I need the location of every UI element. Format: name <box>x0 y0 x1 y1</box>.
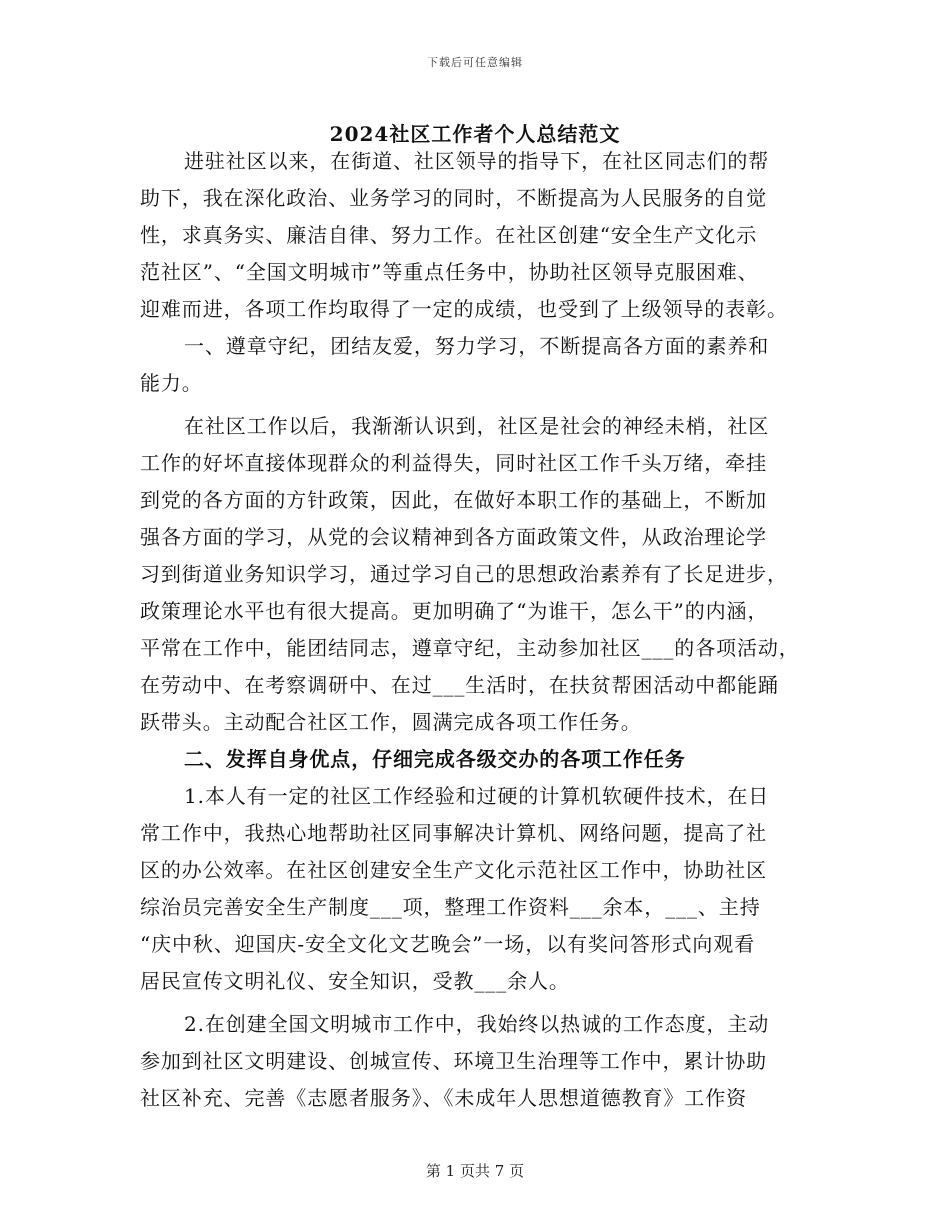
text-line: 政策理论水平也有很大提高。更加明确了“为谁干，怎么干”的内涵， <box>140 599 769 623</box>
text-line: 平常在工作中，能团结同志，遵章守纪，主动参加社区___的各项活动， <box>140 636 800 660</box>
text-line: 区的办公效率。在社区创建安全生产文化示范社区工作中，协助社区 <box>140 858 767 882</box>
text-line: 居民宣传文明礼仪、安全知识，受教___余人。 <box>140 969 570 993</box>
text-line: 助下，我在深化政治、业务学习的同时，不断提高为人民服务的自觉 <box>140 186 767 210</box>
text-line: 工作的好坏直接体现群众的利益得失，同时社区工作千头万绪，牵挂 <box>140 451 767 475</box>
text-line: 能力。 <box>140 371 203 395</box>
text-line: 习到街道业务知识学习，通过学习自己的思想政治素养有了长足进步， <box>140 562 788 586</box>
text-line: 在社区工作以后，我渐渐认识到，社区是社会的神经未梢，社区 <box>184 414 770 438</box>
text-line: 强各方面的学习，从党的会议精神到各方面政策文件，从政治理论学 <box>140 525 767 549</box>
text-line: 1.本人有一定的社区工作经验和过硬的计算机软硬件技术，在日 <box>184 784 770 808</box>
text-line: 迎难而进，各项工作均取得了一定的成绩，也受到了上级领导的表彰。 <box>140 297 788 321</box>
text-line: “庆中秋、迎国庆-安全文化文艺晚会”一场，以有奖问答形式向观看 <box>140 932 756 956</box>
page-header: 下载后可任意编辑 <box>427 56 523 69</box>
document-body <box>140 143 820 1117</box>
text-line: 参加到社区文明建设、创城宣传、环境卫生治理等工作中，累计协助 <box>140 1049 767 1073</box>
text-line: 常工作中，我热心地帮助社区同事解决计算机、网络问题，提高了社 <box>140 821 767 845</box>
text-line: 2.在创建全国文明城市工作中，我始终以热诚的工作态度，主动 <box>184 1012 770 1036</box>
text-line: 到党的各方面的方针政策，因此，在做好本职工作的基础上，不断加 <box>140 488 767 512</box>
text-line: 在劳动中、在考察调研中、在过___生活时，在扶贫帮困活动中都能踊 <box>140 673 779 697</box>
text-line: 跃带头。主动配合社区工作，圆满完成各项工作任务。 <box>140 710 642 734</box>
text-line: 综治员完善安全生产制度___项，整理工作资料___余本，___、主持 <box>140 895 761 919</box>
text-line: 社区补充、完善《志愿者服务》、《未成年人思想道德教育》工作资 <box>140 1086 747 1110</box>
text-line: 范社区”、“全国文明城市”等重点任务中，协助社区领导克服困难、 <box>140 260 759 284</box>
page-footer: 第 1 页共 7 页 <box>425 1162 525 1180</box>
text-line: 一、遵章守纪，团结友爱，努力学习，不断提高各方面的素养和 <box>184 334 770 358</box>
section-heading: 二、发挥自身优点，仔细完成各级交办的各项工作任务 <box>184 747 686 771</box>
text-line: 性，求真务实、廉洁自律、努力工作。在社区创建“安全生产文化示 <box>140 223 758 247</box>
document-title: 2024社区工作者个人总结范文 <box>329 122 621 146</box>
text-line: 进驻社区以来，在街道、社区领导的指导下，在社区同志们的帮 <box>184 149 770 173</box>
